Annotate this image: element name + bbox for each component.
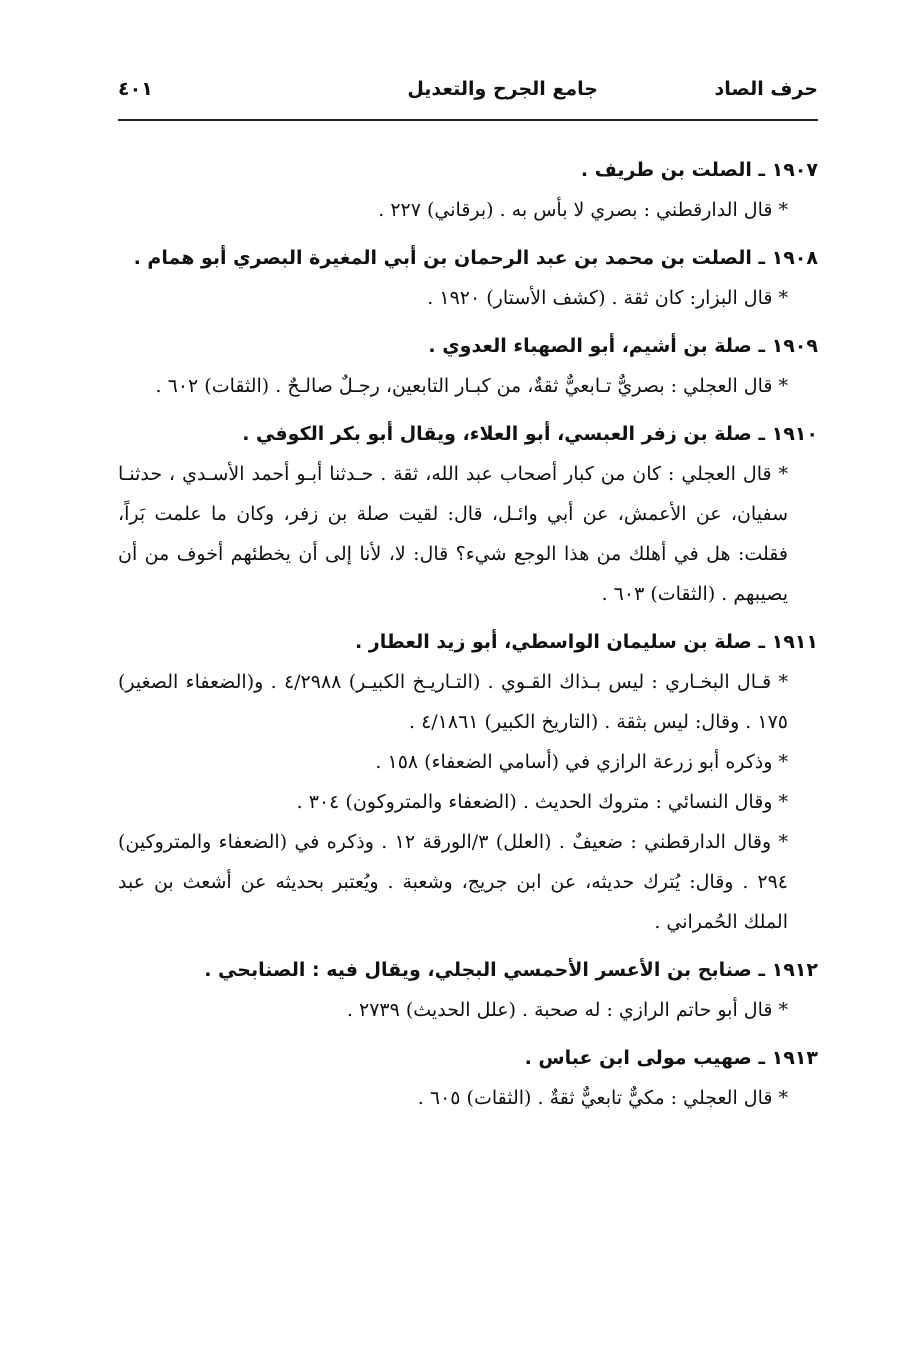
entry-title: ١٩١٠ ـ صلة بن زفر العبسي، أبو العلاء، ويقال أبو بكر الكوفي . (242, 423, 818, 445)
entry-paragraph: * وقال النسائي : متروك الحديث . (الضعفاء والمتروكون) ٣٠٤ . (296, 791, 788, 813)
entry-1912 (118, 950, 818, 1030)
entry-title: ١٩١٢ ـ صنابح بن الأعسر الأحمسي البجلي، ويقال فيه : الصنابحي . (204, 959, 818, 981)
entry-title: ١٩٠٧ ـ الصلت بن طريف . (580, 159, 818, 181)
entry-paragraph: * قال الدارقطني : بصري لا بأس به . (برقاني) ٢٢٧ . (378, 199, 788, 221)
entries (118, 150, 818, 1126)
entry-paragraph: * قال العجلي : كان من كبار أصحاب عبد الله، ثقة . حـدثنا أبـو أحمد الأسـدي ، حدثنـا سفيان، عن الأعمش، عن أبي وائـل، قال: لقيت صلة بن زفر، وكان ما علمت بَراً، فقلت: هل في أهلك من هذا الوجع شيء؟ قال: لا، لأنا إلى أن يخطئهم أخوف من أن يصيبهم . (الثقات) ٦٠٣ . (118, 463, 788, 605)
entry-paragraph: * قال أبو حاتم الرازي : له صحبة . (علل الحديث) ٢٧٣٩ . (346, 999, 788, 1021)
section-title: حرف الصاد (714, 78, 818, 100)
entry-title: ١٩١٣ ـ صهيب مولى ابن عباس . (524, 1047, 818, 1069)
entry-1909 (118, 326, 818, 406)
book-title: جامع الجرح والتعديل (407, 78, 598, 100)
entry-paragraph: * قال البزار: كان ثقة . (كشف الأستار) ١٩٢٠ . (427, 287, 788, 309)
entry-title: ١٩٠٨ ـ الصلت بن محمد بن عبد الرحمان بن أبي المغيرة البصري أبو همام . (133, 247, 818, 269)
page-number: ٤٠١ (118, 78, 153, 100)
entry-paragraph: * قال العجلي : مكيٌّ تابعيٌّ ثقةٌ . (الثقات) ٦٠٥ . (417, 1087, 788, 1109)
entry-paragraph: * وقال الدارقطني : ضعيفٌ . (العلل) ٣/الورقة ١٢ . وذكره في (الضعفاء والمتروكين) ٢٩٤ . وقال: يُترك حديثه، عن ابن جريج، وشعبة . ويُعتبر بحديثه عن أشعث بن عبد الملك الحُمراني . (118, 831, 788, 933)
entry-title: ١٩١١ ـ صلة بن سليمان الواسطي، أبو زيد العطار . (354, 631, 818, 653)
entry-1910 (118, 414, 818, 614)
entry-1911 (118, 622, 818, 942)
entry-paragraph: * قـال البخـاري : ليس بـذاك القـوي . (التـاريـخ الكبيـر) ٤/٢٩٨٨ . و(الضعفاء الصغير) ١٧٥ . وقال: ليس بثقة . (التاريخ الكبير) ٤/١٨٦١ . (118, 671, 788, 733)
entry-paragraph: * قال العجلي : بصريٌّ تـابعيٌّ ثقةٌ، من كبـار التابعين، رجـلٌ صالـحٌ . (الثقات) ٦٠٢ . (155, 375, 788, 397)
entry-title: ١٩٠٩ ـ صلة بن أشيم، أبو الصهباء العدوي . (428, 335, 818, 357)
entry-1907 (118, 150, 818, 230)
entry-1908 (118, 238, 818, 318)
entry-paragraph: * وذكره أبو زرعة الرازي في (أسامي الضعفاء) ١٥٨ . (375, 751, 788, 773)
running-header (118, 72, 818, 112)
entry-1913 (118, 1038, 818, 1118)
header-rule (118, 119, 818, 121)
